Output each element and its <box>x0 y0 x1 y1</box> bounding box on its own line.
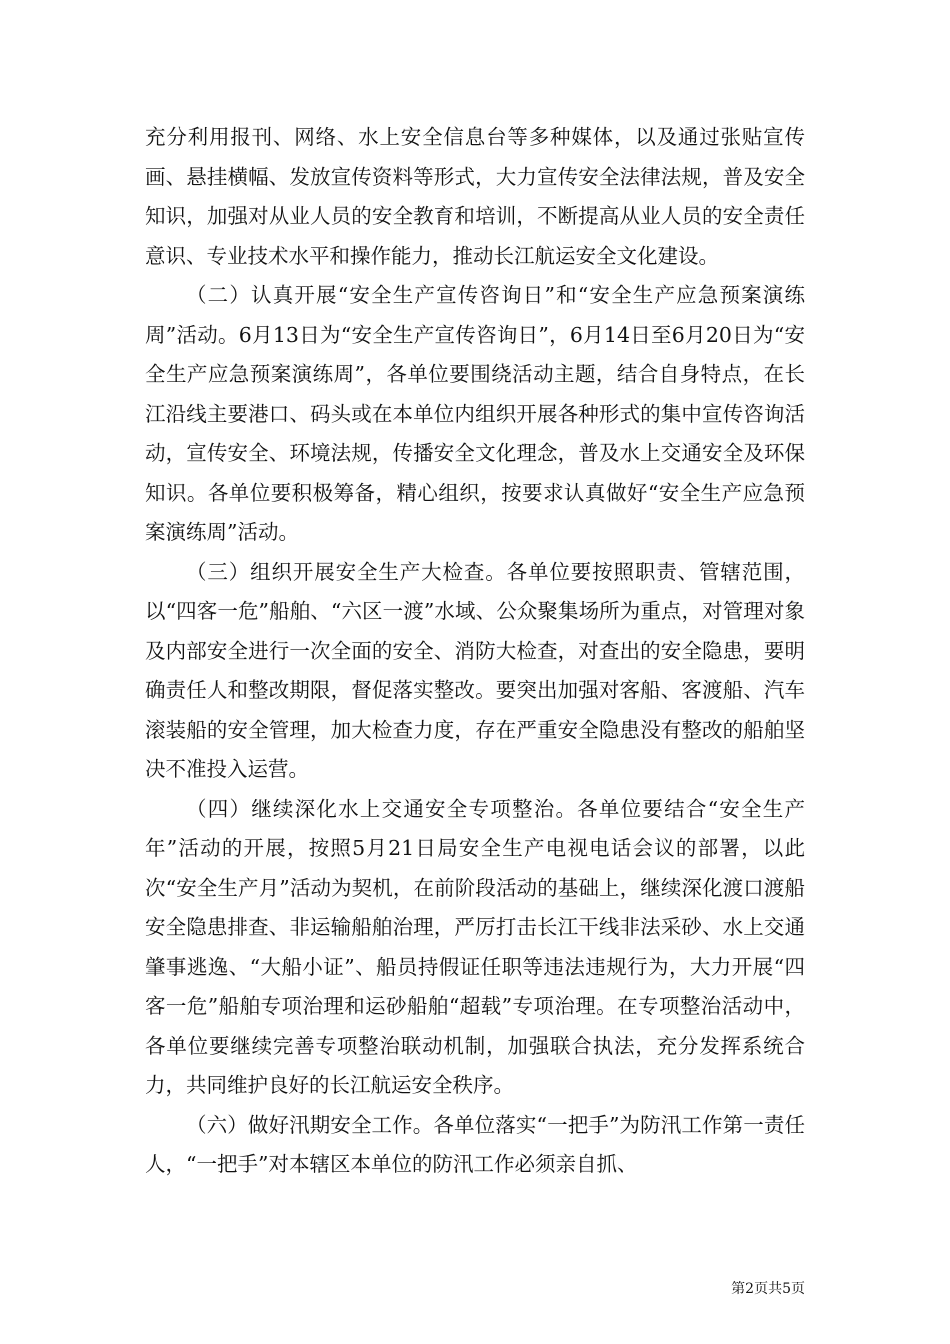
document-body <box>145 118 805 1185</box>
paragraph-1: 充分利用报刊、网络、水上安全信息台等多种媒体，以及通过张贴宣传画、悬挂横幅、发放宣传资料等形式，大力宣传安全法律法规，普及安全知识，加强对从业人员的安全教育和培训，不断提高从业人员的安全责任意识、专业技术水平和操作能力，推动长江航运安全文化建设。 <box>145 125 805 268</box>
paragraph-3: （三）组织开展安全生产大检查。各单位要按照职责、管辖范围，以“四客一危”船舶、“六区一渡”水域、公众聚集场所为重点，对管理对象及内部安全进行一次全面的安全、消防大检查，对查出的安全隐患，要明确责任人和整改期限，督促落实整改。要突出加强对客船、客渡船、汽车滚装船的安全管理，加大检查力度，存在严重安全隐患没有整改的船舶坚决不准投入运营。 <box>145 559 805 781</box>
paragraph-5: （六）做好汛期安全工作。各单位落实“一把手”为防汛工作第一责任人，“一把手”对本辖区本单位的防汛工作必须亲自抓、 <box>145 1112 805 1176</box>
paragraph-4: （四）继续深化水上交通安全专项整治。各单位要结合“安全生产年”活动的开展，按照5月21日局安全生产电视电话会议的部署，以此次“安全生产月”活动为契机，在前阶段活动的基础上，继续深化渡口渡船安全隐患排查、非运输船舶治理，严厉打击长江干线非法采砂、水上交通肇事逃逸、“大船小证”、船员持假证任职等违法违规行为，大力开展“四客一危”船舶专项治理和运砂船舶“超载”专项治理。在专项整治活动中，各单位要继续完善专项整治联动机制，加强联合执法，充分发挥系统合力，共同维护良好的长江航运安全秩序。 <box>145 796 805 1097</box>
paragraph-2: （二）认真开展“安全生产宣传咨询日”和“安全生产应急预案演练周”活动。6月13日为“安全生产宣传咨询日”，6月14日至6月20日为“安全生产应急预案演练周”，各单位要围绕活动主题，结合自身特点，在长江沿线主要港口、码头或在本单位内组织开展各种形式的集中宣传咨询活动，宣传安全、环境法规，传播安全文化理念，普及水上交通安全及环保知识。各单位要积极筹备，精心组织，按要求认真做好“安全生产应急预案演练周”活动。 <box>145 283 805 544</box>
page-number: 第2页共5页 <box>731 1281 805 1297</box>
